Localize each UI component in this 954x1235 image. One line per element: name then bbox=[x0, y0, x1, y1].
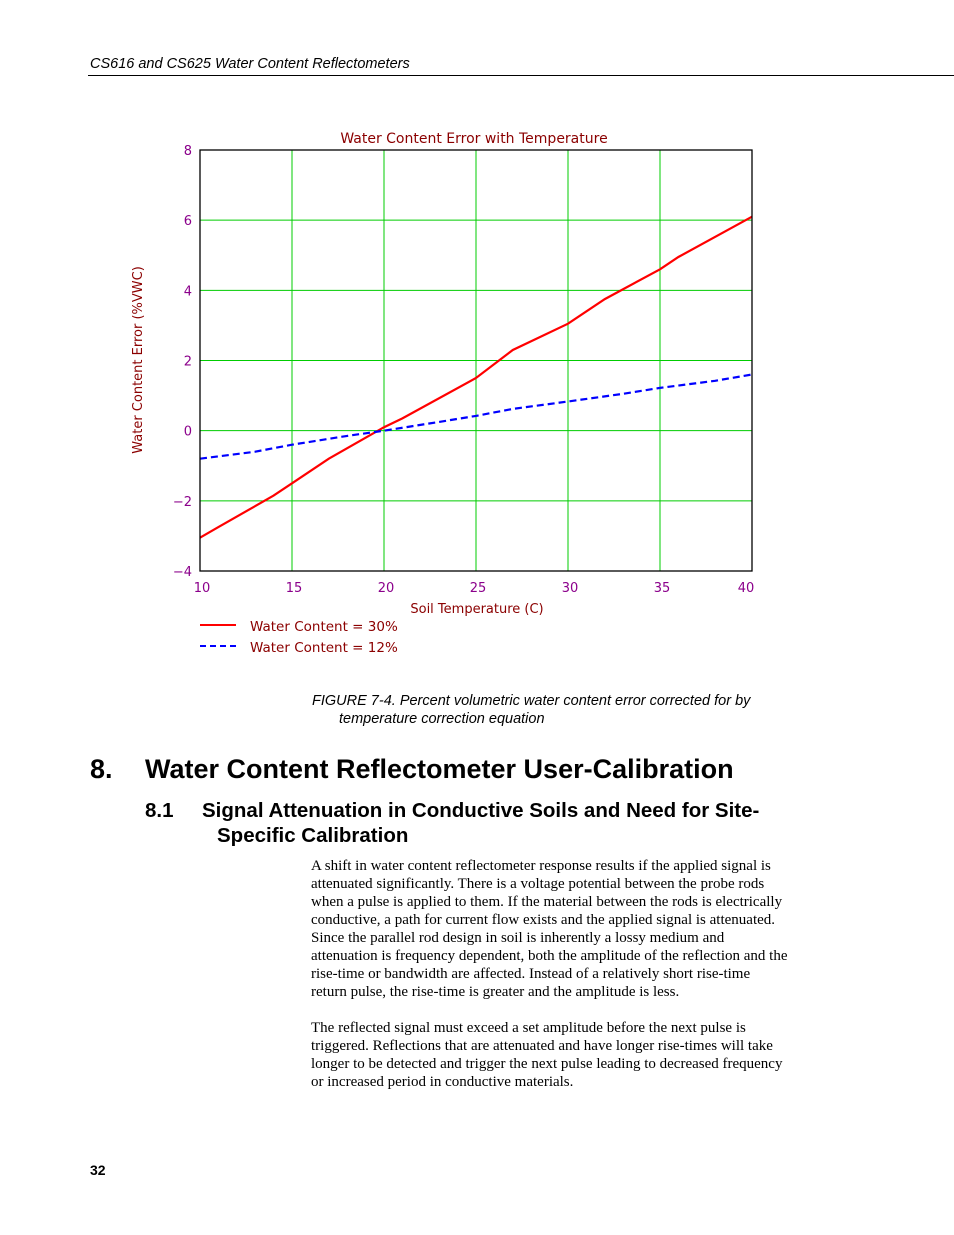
text-line: or increased period in conductive materials. bbox=[311, 1074, 574, 1090]
x-tick-label: 15 bbox=[285, 581, 303, 596]
chart-title: Water Content Error with Temperature bbox=[340, 131, 608, 147]
text-line: conductive, a path for current flow exists and the applied signal is attenuated. bbox=[311, 912, 776, 928]
y-tick-label: −2 bbox=[172, 494, 192, 510]
x-axis-label: Soil Temperature (C) bbox=[410, 602, 544, 617]
figure-caption bbox=[312, 692, 832, 728]
legend-label: Water Content = 30% bbox=[250, 619, 398, 635]
text-line: Since the parallel rod design in soil is inherently a lossy medium and bbox=[311, 930, 725, 946]
y-axis-label: Water Content Error (%VWC) bbox=[131, 266, 146, 454]
text-line: when a pulse is applied to them. If the material between the rods is electrically bbox=[311, 894, 783, 910]
figure-caption-line: temperature correction equation bbox=[339, 711, 545, 727]
section-number: 8. bbox=[90, 754, 113, 784]
page-number: 32 bbox=[90, 1162, 106, 1178]
subsection-heading bbox=[145, 798, 759, 848]
header-rule bbox=[88, 75, 954, 76]
text-line: The reflected signal must exceed a set amplitude before the next pulse is bbox=[311, 1020, 746, 1036]
x-tick-label: 40 bbox=[737, 581, 755, 596]
text-line: triggered. Reflections that are attenuated and have longer rise-times will take bbox=[311, 1038, 773, 1054]
chart-ticks bbox=[173, 144, 754, 596]
temperature-error-chart bbox=[110, 120, 770, 665]
text-line: longer to be detected and trigger the next pulse leading to decreased frequency bbox=[311, 1056, 783, 1072]
text-line: attenuated significantly. There is a voltage potential between the probe rods bbox=[311, 876, 765, 892]
chart-legend bbox=[200, 619, 398, 656]
text-line: attenuation is frequency dependent, both the amplitude of the reflection and the bbox=[311, 948, 788, 964]
x-tick-label: 35 bbox=[653, 581, 671, 596]
body-paragraph bbox=[311, 1019, 821, 1091]
subsection-number: 8.1 bbox=[145, 799, 174, 822]
x-tick-label: 10 bbox=[193, 581, 211, 596]
x-tick-label: 20 bbox=[377, 581, 395, 596]
subsection-title-line: Signal Attenuation in Conductive Soils and Need for Site- bbox=[202, 799, 760, 822]
y-tick-label: 6 bbox=[183, 214, 192, 230]
y-tick-label: 2 bbox=[183, 354, 192, 370]
subsection-title-line: Specific Calibration bbox=[217, 824, 409, 847]
legend-label: Water Content = 12% bbox=[250, 640, 398, 656]
body-paragraph bbox=[311, 857, 821, 1001]
x-tick-label: 30 bbox=[561, 581, 579, 596]
y-tick-label: −4 bbox=[172, 565, 192, 580]
chart-grid bbox=[200, 150, 752, 571]
section-title: Water Content Reflectometer User-Calibration bbox=[145, 754, 734, 784]
section-heading bbox=[90, 754, 734, 785]
text-line: A shift in water content reflectometer response results if the applied signal is bbox=[311, 858, 771, 874]
x-tick-label: 25 bbox=[469, 581, 487, 596]
y-tick-label: 8 bbox=[183, 144, 192, 159]
text-line: rise-time or bandwidth are affected. Instead of a relatively short rise-time bbox=[311, 966, 751, 982]
text-line: return pulse, the rise-time is greater and the amplitude is less. bbox=[311, 984, 680, 1000]
figure-caption-line: FIGURE 7-4. Percent volumetric water content error corrected for by bbox=[312, 693, 751, 709]
y-tick-label: 0 bbox=[183, 424, 192, 440]
running-header: CS616 and CS625 Water Content Reflectometers bbox=[90, 56, 410, 72]
y-tick-label: 4 bbox=[183, 284, 192, 300]
